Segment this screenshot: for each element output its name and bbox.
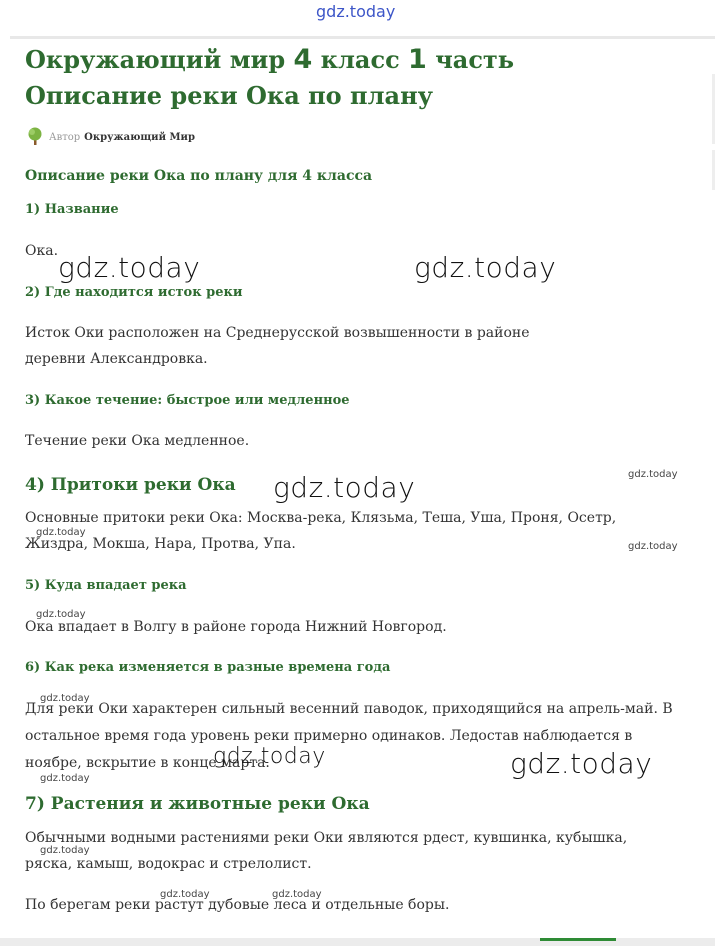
watermark: gdz.today [40, 845, 90, 856]
watermark: gdz.today [36, 609, 86, 620]
page-title: Окружающий мир 4 класс 1 часть Описание реки Ока по плану [25, 44, 515, 110]
header-divider [10, 36, 715, 39]
watermark-top: gdz.today [316, 2, 396, 21]
section-heading-1: 1) Название [25, 202, 119, 217]
section-text-1: Ока. [25, 243, 59, 259]
watermark: gdz.today [58, 251, 201, 284]
watermark: gdz.today [36, 527, 86, 538]
section-text-6: Для реки Оки характерен сильный весенний паводок, приходящийся на апрель-май. В остальное время года уровень реки примерно одинаков. Ледостав наблюдается в ноябре, вскрытие в конце марта. [25, 701, 673, 771]
bottom-bar [0, 938, 715, 946]
watermark: gdz.today [213, 744, 326, 769]
watermark: gdz.today [272, 889, 322, 900]
section-text-2: Исток Оки расположен на Среднерусской возвышенности в районе деревни Александровка. [25, 325, 530, 367]
watermark: gdz.today [160, 889, 210, 900]
watermark: gdz.today [628, 469, 678, 480]
watermark: gdz.today [628, 541, 678, 552]
author-link[interactable]: Окружающий Мир [84, 132, 195, 143]
section-heading-4: 4) Притоки реки Ока [25, 475, 236, 495]
section-heading-2: 2) Где находится исток реки [25, 285, 243, 300]
watermark: gdz.today [273, 471, 416, 504]
section-text-7b: По берегам реки растут дубовые леса и отдельные боры. [25, 897, 450, 913]
section-text-3: Течение реки Ока медленное. [25, 433, 250, 449]
bottom-accent [540, 938, 616, 941]
section-text-4: Основные притоки реки Ока: Москва-река, Клязьма, Теша, Уша, Проня, Осетр, Жиздра, Мокша, Нара, Протва, Упа. [25, 510, 617, 552]
tree-icon [25, 126, 45, 149]
author-line [25, 126, 195, 149]
author-label: Автор [49, 132, 81, 143]
watermark: gdz.today [40, 693, 90, 704]
article-heading: Описание реки Ока по плану для 4 класса [25, 168, 373, 184]
watermark: gdz.today [414, 251, 557, 284]
section-text-5: Ока впадает в Волгу в районе города Нижний Новгород. [25, 619, 447, 635]
watermark: gdz.today [40, 773, 90, 784]
section-text-7: Обычными водными растениями реки Оки являются рдест, кувшинка, кубышка, ряска, камыш, водокрас и стрелолист. [25, 830, 628, 872]
section-heading-7: 7) Растения и животные реки Ока [25, 794, 370, 814]
section-heading-5: 5) Куда впадает река [25, 578, 187, 593]
section-heading-6: 6) Как река изменяется в разные времена года [25, 660, 391, 675]
watermark: gdz.today [510, 747, 653, 780]
section-heading-3: 3) Какое течение: быстрое или медленное [25, 393, 350, 408]
